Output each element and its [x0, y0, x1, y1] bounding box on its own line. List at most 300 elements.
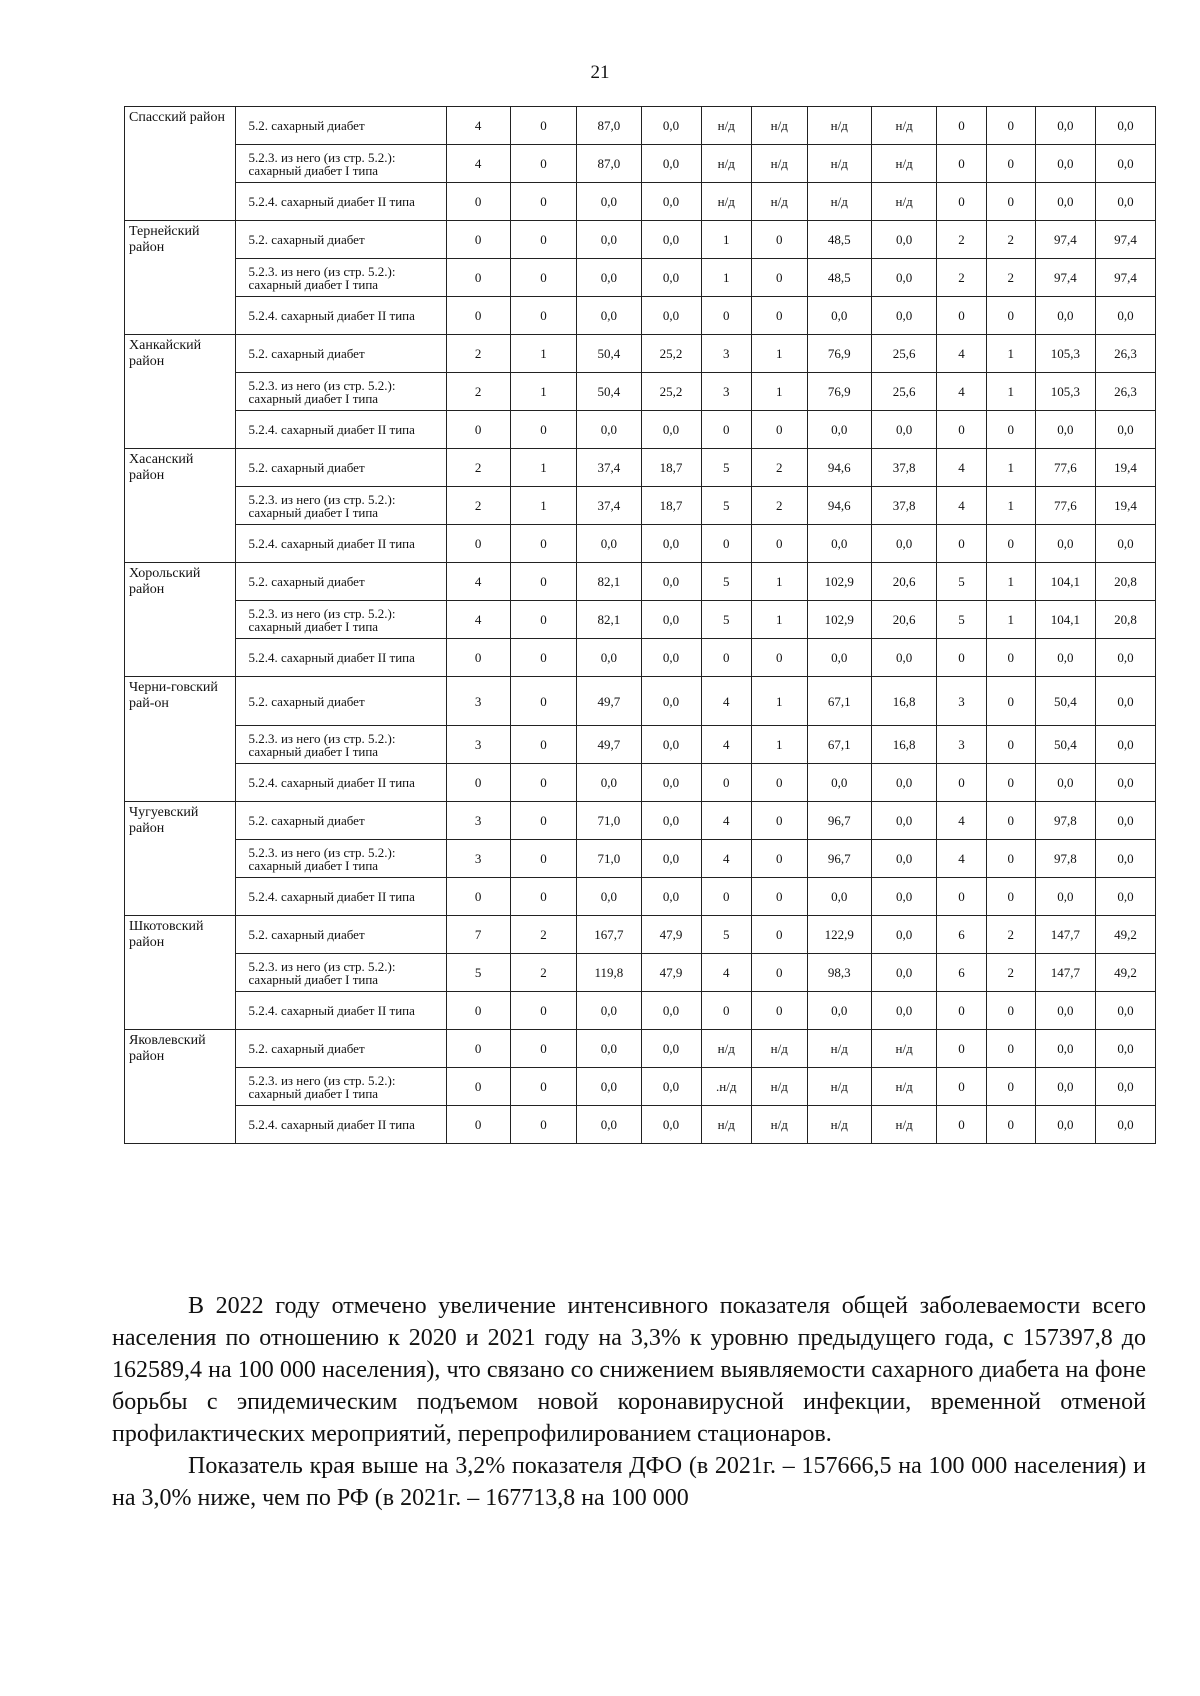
value-cell: 6	[937, 916, 986, 954]
value-cell: 4	[937, 840, 986, 878]
table-row	[125, 639, 1156, 677]
table-row	[125, 411, 1156, 449]
value-cell: 0,0	[577, 411, 641, 449]
value-cell: 0,0	[1095, 297, 1155, 335]
value-cell: 97,4	[1095, 259, 1155, 297]
value-cell: н/д	[751, 1068, 807, 1106]
table-row	[125, 840, 1156, 878]
value-cell: 0,0	[871, 221, 936, 259]
indicator-label: 5.2. сахарный диабет	[236, 916, 446, 954]
value-cell: 0	[986, 726, 1035, 764]
value-cell: 1	[701, 221, 751, 259]
value-cell: 0,0	[1095, 726, 1155, 764]
value-cell: 0,0	[577, 764, 641, 802]
value-cell: 5	[701, 487, 751, 525]
indicator-label: 5.2. сахарный диабет	[236, 221, 446, 259]
value-cell: 97,8	[1035, 840, 1095, 878]
value-cell: 0	[986, 145, 1035, 183]
value-cell: 0	[446, 878, 510, 916]
district-name: Ханкайский район	[125, 335, 236, 449]
table-row	[125, 726, 1156, 764]
value-cell: 0	[751, 992, 807, 1030]
value-cell: 50,4	[1035, 726, 1095, 764]
value-cell: 97,4	[1035, 259, 1095, 297]
value-cell: 1	[510, 487, 576, 525]
value-cell: 2	[751, 487, 807, 525]
value-cell: 0,0	[641, 677, 701, 726]
value-cell: 0,0	[1095, 840, 1155, 878]
value-cell: 0,0	[641, 563, 701, 601]
value-cell: 48,5	[807, 221, 871, 259]
value-cell: 0,0	[641, 1068, 701, 1106]
table-row	[125, 487, 1156, 525]
value-cell: 0,0	[871, 802, 936, 840]
value-cell: н/д	[751, 183, 807, 221]
value-cell: 0	[510, 1106, 576, 1144]
value-cell: 4	[701, 802, 751, 840]
value-cell: 0,0	[1035, 411, 1095, 449]
value-cell: 0	[510, 840, 576, 878]
value-cell: 4	[446, 145, 510, 183]
value-cell: 97,8	[1035, 802, 1095, 840]
value-cell: 0	[751, 221, 807, 259]
value-cell: 0,0	[641, 764, 701, 802]
value-cell: 0,0	[641, 601, 701, 639]
value-cell: н/д	[751, 107, 807, 145]
value-cell: 0,0	[871, 411, 936, 449]
value-cell: 0,0	[1035, 639, 1095, 677]
indicator-label: 5.2.3. из него (из стр. 5.2.): сахарный диабет I типа	[236, 954, 446, 992]
value-cell: 4	[446, 601, 510, 639]
value-cell: 0,0	[807, 411, 871, 449]
value-cell: 0	[510, 297, 576, 335]
value-cell: 0	[446, 1106, 510, 1144]
value-cell: 2	[751, 449, 807, 487]
value-cell: 0	[937, 639, 986, 677]
value-cell: 0,0	[1095, 107, 1155, 145]
indicator-label: 5.2. сахарный диабет	[236, 677, 446, 726]
value-cell: 0	[446, 764, 510, 802]
value-cell: 104,1	[1035, 601, 1095, 639]
body-text	[112, 1290, 1146, 1514]
indicator-label: 5.2.4. сахарный диабет II типа	[236, 878, 446, 916]
value-cell: 3	[446, 802, 510, 840]
value-cell: 0	[510, 878, 576, 916]
value-cell: 19,4	[1095, 449, 1155, 487]
value-cell: 147,7	[1035, 916, 1095, 954]
value-cell: 67,1	[807, 726, 871, 764]
indicator-label: 5.2.4. сахарный диабет II типа	[236, 764, 446, 802]
value-cell: 82,1	[577, 601, 641, 639]
indicator-label: 5.2.4. сахарный диабет II типа	[236, 411, 446, 449]
value-cell: 96,7	[807, 840, 871, 878]
disease-table	[124, 106, 1156, 1144]
value-cell: 4	[937, 802, 986, 840]
value-cell: 0,0	[641, 1106, 701, 1144]
value-cell: 3	[446, 726, 510, 764]
indicator-label: 5.2.3. из него (из стр. 5.2.): сахарный диабет I типа	[236, 726, 446, 764]
value-cell: 5	[937, 563, 986, 601]
value-cell: н/д	[871, 183, 936, 221]
value-cell: 7	[446, 916, 510, 954]
value-cell: 0,0	[1035, 992, 1095, 1030]
value-cell: 1	[986, 335, 1035, 373]
value-cell: 0,0	[641, 992, 701, 1030]
value-cell: 2	[986, 259, 1035, 297]
value-cell: 25,6	[871, 335, 936, 373]
value-cell: н/д	[871, 1030, 936, 1068]
value-cell: н/д	[871, 1068, 936, 1106]
value-cell: 5	[701, 601, 751, 639]
value-cell: 0	[986, 639, 1035, 677]
value-cell: 0	[510, 221, 576, 259]
value-cell: 2	[446, 335, 510, 373]
value-cell: 3	[701, 373, 751, 411]
value-cell: 0	[446, 297, 510, 335]
value-cell: 71,0	[577, 802, 641, 840]
value-cell: 87,0	[577, 107, 641, 145]
value-cell: 2	[986, 954, 1035, 992]
district-name: Черни-говский рай-он	[125, 677, 236, 802]
table-body	[125, 107, 1156, 1144]
value-cell: 3	[446, 840, 510, 878]
value-cell: 4	[446, 107, 510, 145]
value-cell: 3	[937, 677, 986, 726]
table-row	[125, 1030, 1156, 1068]
indicator-label: 5.2. сахарный диабет	[236, 335, 446, 373]
value-cell: 1	[986, 563, 1035, 601]
value-cell: 0,0	[807, 992, 871, 1030]
value-cell: 0	[937, 878, 986, 916]
value-cell: 82,1	[577, 563, 641, 601]
value-cell: н/д	[807, 1068, 871, 1106]
value-cell: 0	[751, 916, 807, 954]
table-row	[125, 183, 1156, 221]
table-row	[125, 373, 1156, 411]
value-cell: 96,7	[807, 802, 871, 840]
value-cell: 0,0	[1095, 764, 1155, 802]
value-cell: 16,8	[871, 726, 936, 764]
value-cell: 0,0	[1035, 1068, 1095, 1106]
value-cell: 104,1	[1035, 563, 1095, 601]
value-cell: 0,0	[871, 840, 936, 878]
table-row	[125, 601, 1156, 639]
indicator-label: 5.2. сахарный диабет	[236, 1030, 446, 1068]
value-cell: 0	[986, 764, 1035, 802]
value-cell: н/д	[807, 1030, 871, 1068]
value-cell: 0,0	[1035, 525, 1095, 563]
value-cell: 0	[510, 1030, 576, 1068]
value-cell: 0,0	[1035, 1106, 1095, 1144]
value-cell: 5	[937, 601, 986, 639]
value-cell: 0	[937, 297, 986, 335]
value-cell: 0,0	[641, 297, 701, 335]
value-cell: 105,3	[1035, 373, 1095, 411]
table-row	[125, 259, 1156, 297]
value-cell: н/д	[751, 145, 807, 183]
table-row	[125, 954, 1156, 992]
value-cell: 37,8	[871, 487, 936, 525]
value-cell: 0	[751, 802, 807, 840]
value-cell: 1	[510, 373, 576, 411]
value-cell: 0	[446, 992, 510, 1030]
value-cell: 0	[510, 183, 576, 221]
value-cell: 77,6	[1035, 487, 1095, 525]
value-cell: 0,0	[871, 525, 936, 563]
indicator-label: 5.2. сахарный диабет	[236, 563, 446, 601]
indicator-label: 5.2.3. из него (из стр. 5.2.): сахарный диабет I типа	[236, 373, 446, 411]
value-cell: 76,9	[807, 373, 871, 411]
value-cell: 25,2	[641, 373, 701, 411]
value-cell: 2	[510, 954, 576, 992]
value-cell: 67,1	[807, 677, 871, 726]
value-cell: 0	[510, 1068, 576, 1106]
value-cell: 0,0	[871, 916, 936, 954]
value-cell: н/д	[701, 1106, 751, 1144]
value-cell: 2	[937, 259, 986, 297]
value-cell: н/д	[701, 145, 751, 183]
value-cell: 0	[937, 764, 986, 802]
paragraph-1: В 2022 году отмечено увеличение интенсивного показателя общей заболеваемости всего населения по отношению к 2020 и 2021 году на 3,3% к уровню предыдущего года, с 157397,8 до 162589,4 на 100 000 населения), что связано со снижением выявляемости сахарного диабета на фоне борьбы с эпидемическим подъемом новой коронавирусной инфекции, временной отменой профилактических мероприятий, перепрофилированием стационаров.	[112, 1293, 1146, 1447]
value-cell: 0,0	[577, 639, 641, 677]
value-cell: н/д	[701, 107, 751, 145]
value-cell: 26,3	[1095, 373, 1155, 411]
value-cell: 119,8	[577, 954, 641, 992]
table-row	[125, 878, 1156, 916]
value-cell: 37,8	[871, 449, 936, 487]
value-cell: 4	[701, 954, 751, 992]
value-cell: 4	[701, 726, 751, 764]
value-cell: 0	[986, 525, 1035, 563]
value-cell: 0	[986, 297, 1035, 335]
table-row	[125, 764, 1156, 802]
value-cell: 0,0	[807, 764, 871, 802]
value-cell: 0	[751, 840, 807, 878]
value-cell: 5	[701, 563, 751, 601]
value-cell: 0	[986, 1106, 1035, 1144]
value-cell: 0	[510, 107, 576, 145]
value-cell: 0	[751, 639, 807, 677]
value-cell: 0,0	[641, 1030, 701, 1068]
value-cell: 0	[986, 1068, 1035, 1106]
value-cell: 0	[510, 145, 576, 183]
table-row	[125, 802, 1156, 840]
value-cell: 25,6	[871, 373, 936, 411]
value-cell: 25,2	[641, 335, 701, 373]
value-cell: 0,0	[1095, 992, 1155, 1030]
table-row	[125, 525, 1156, 563]
value-cell: 0	[510, 677, 576, 726]
value-cell: 0,0	[641, 878, 701, 916]
value-cell: 0,0	[577, 525, 641, 563]
value-cell: 102,9	[807, 601, 871, 639]
value-cell: 0,0	[871, 954, 936, 992]
value-cell: 5	[446, 954, 510, 992]
value-cell: н/д	[807, 107, 871, 145]
value-cell: 77,6	[1035, 449, 1095, 487]
value-cell: 0	[937, 525, 986, 563]
value-cell: 1	[986, 373, 1035, 411]
value-cell: 0,0	[1035, 297, 1095, 335]
value-cell: 0,0	[577, 878, 641, 916]
value-cell: н/д	[871, 145, 936, 183]
value-cell: 0	[446, 221, 510, 259]
value-cell: 0,0	[1095, 1068, 1155, 1106]
value-cell: 0	[986, 183, 1035, 221]
value-cell: 76,9	[807, 335, 871, 373]
value-cell: 0,0	[807, 525, 871, 563]
value-cell: 4	[937, 373, 986, 411]
value-cell: 0	[701, 639, 751, 677]
value-cell: 0	[937, 411, 986, 449]
value-cell: 49,7	[577, 677, 641, 726]
value-cell: 0,0	[1095, 525, 1155, 563]
value-cell: 0,0	[807, 639, 871, 677]
value-cell: 1	[986, 601, 1035, 639]
value-cell: 0,0	[641, 840, 701, 878]
value-cell: 0,0	[1035, 878, 1095, 916]
value-cell: 0,0	[577, 221, 641, 259]
table-row	[125, 221, 1156, 259]
value-cell: 47,9	[641, 954, 701, 992]
value-cell: 0	[510, 525, 576, 563]
value-cell: 1	[701, 259, 751, 297]
value-cell: 0,0	[1035, 764, 1095, 802]
indicator-label: 5.2. сахарный диабет	[236, 107, 446, 145]
value-cell: 0,0	[871, 878, 936, 916]
value-cell: 0	[986, 878, 1035, 916]
value-cell: 37,4	[577, 487, 641, 525]
value-cell: 0,0	[871, 259, 936, 297]
indicator-label: 5.2.4. сахарный диабет II типа	[236, 639, 446, 677]
value-cell: 0	[986, 1030, 1035, 1068]
value-cell: 0	[701, 297, 751, 335]
value-cell: 97,4	[1035, 221, 1095, 259]
value-cell: 0	[937, 183, 986, 221]
value-cell: 0	[751, 764, 807, 802]
value-cell: н/д	[751, 1030, 807, 1068]
value-cell: 0	[751, 411, 807, 449]
value-cell: 1	[751, 335, 807, 373]
value-cell: 0	[937, 1106, 986, 1144]
value-cell: н/д	[701, 183, 751, 221]
value-cell: 20,8	[1095, 563, 1155, 601]
value-cell: 98,3	[807, 954, 871, 992]
indicator-label: 5.2.4. сахарный диабет II типа	[236, 992, 446, 1030]
value-cell: 0,0	[1095, 183, 1155, 221]
value-cell: 0,0	[641, 802, 701, 840]
value-cell: 0,0	[577, 992, 641, 1030]
value-cell: 0	[701, 878, 751, 916]
value-cell: 48,5	[807, 259, 871, 297]
value-cell: 0	[751, 525, 807, 563]
value-cell: 5	[701, 449, 751, 487]
value-cell: 0,0	[871, 992, 936, 1030]
value-cell: 0,0	[807, 297, 871, 335]
value-cell: 71,0	[577, 840, 641, 878]
table-row	[125, 335, 1156, 373]
value-cell: 0	[446, 259, 510, 297]
value-cell: 0,0	[641, 221, 701, 259]
value-cell: 2	[986, 221, 1035, 259]
value-cell: 1	[510, 335, 576, 373]
value-cell: 0	[701, 411, 751, 449]
value-cell: 0,0	[1095, 677, 1155, 726]
district-name: Хасанский район	[125, 449, 236, 563]
value-cell: 20,6	[871, 601, 936, 639]
table-row	[125, 1106, 1156, 1144]
page-number: 21	[590, 62, 610, 83]
value-cell: 50,4	[577, 373, 641, 411]
table-row	[125, 297, 1156, 335]
value-cell: 0,0	[641, 183, 701, 221]
value-cell: н/д	[807, 183, 871, 221]
value-cell: 0,0	[1035, 183, 1095, 221]
value-cell: 50,4	[1035, 677, 1095, 726]
value-cell: .н/д	[701, 1068, 751, 1106]
value-cell: 47,9	[641, 916, 701, 954]
value-cell: 0	[986, 992, 1035, 1030]
value-cell: 0	[510, 411, 576, 449]
value-cell: 49,7	[577, 726, 641, 764]
value-cell: 0	[751, 259, 807, 297]
table-row	[125, 449, 1156, 487]
value-cell: 0,0	[641, 525, 701, 563]
value-cell: 0	[446, 411, 510, 449]
value-cell: 0,0	[1095, 878, 1155, 916]
value-cell: 94,6	[807, 449, 871, 487]
value-cell: 0,0	[641, 107, 701, 145]
value-cell: 1	[751, 726, 807, 764]
value-cell: 0,0	[641, 259, 701, 297]
value-cell: н/д	[871, 107, 936, 145]
indicator-label: 5.2. сахарный диабет	[236, 449, 446, 487]
value-cell: 0,0	[871, 297, 936, 335]
value-cell: 0	[701, 525, 751, 563]
value-cell: 1	[751, 601, 807, 639]
value-cell: 0,0	[577, 1106, 641, 1144]
indicator-label: 5.2.3. из него (из стр. 5.2.): сахарный диабет I типа	[236, 840, 446, 878]
value-cell: 97,4	[1095, 221, 1155, 259]
value-cell: 18,7	[641, 487, 701, 525]
value-cell: 3	[701, 335, 751, 373]
value-cell: н/д	[807, 1106, 871, 1144]
value-cell: 0	[446, 525, 510, 563]
indicator-label: 5.2.3. из него (из стр. 5.2.): сахарный диабет I типа	[236, 601, 446, 639]
value-cell: 2	[986, 916, 1035, 954]
value-cell: 2	[446, 373, 510, 411]
value-cell: 0,0	[641, 726, 701, 764]
value-cell: 1	[751, 373, 807, 411]
value-cell: 19,4	[1095, 487, 1155, 525]
value-cell: 0,0	[1095, 411, 1155, 449]
indicator-label: 5.2.4. сахарный диабет II типа	[236, 1106, 446, 1144]
value-cell: 0,0	[871, 639, 936, 677]
district-name: Шкотовский район	[125, 916, 236, 1030]
district-name: Хорольский район	[125, 563, 236, 677]
value-cell: 0	[937, 1030, 986, 1068]
value-cell: 2	[446, 487, 510, 525]
value-cell: 4	[937, 335, 986, 373]
value-cell: 0	[446, 1068, 510, 1106]
value-cell: 0	[510, 726, 576, 764]
value-cell: 2	[937, 221, 986, 259]
value-cell: 4	[446, 563, 510, 601]
value-cell: 0,0	[1035, 1030, 1095, 1068]
value-cell: н/д	[701, 1030, 751, 1068]
value-cell: 20,6	[871, 563, 936, 601]
value-cell: 0,0	[577, 259, 641, 297]
